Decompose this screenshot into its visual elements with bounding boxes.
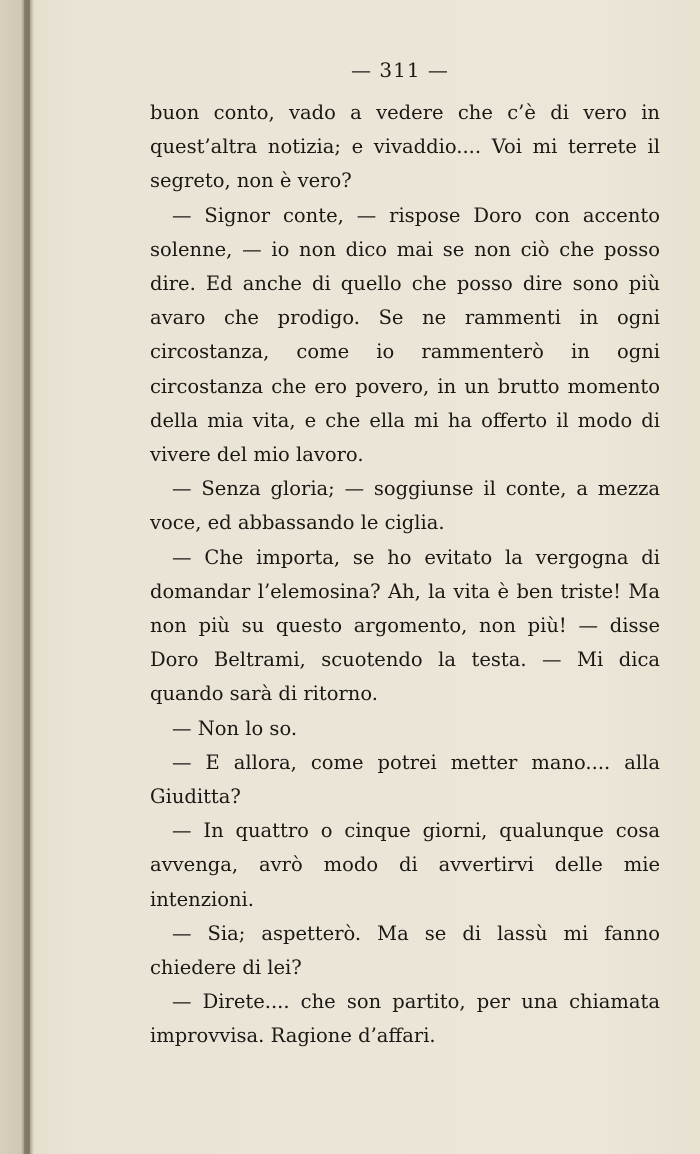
paragraph-2: — Signor conte, — rispose Doro con accento solenne, — io non dico mai se non ciò che posso dire. Ed anche di quello che posso dire sono più avaro che prodigo. Se ne rammenti in ogni circostanza, come io rammenterò in ogni circostanza che ero povero, in un brutto momento della mia vita, e che ella mi ha offerto il modo di vivere del mio lavoro. <box>150 203 660 467</box>
body-text <box>150 96 660 1054</box>
paragraph-9: — Direte.... che son partito, per una chiamata improvvisa. Ragione d’affari. <box>150 990 660 1048</box>
paragraph-3: — Senza gloria; — soggiunse il conte, a mezza voce, ed abbassando le ciglia. <box>150 477 660 535</box>
page-number: — 311 — <box>351 58 449 82</box>
paragraph-5: — Non lo so. <box>172 716 298 740</box>
page-edge <box>0 0 22 1154</box>
paragraph-1: buon conto, vado a vedere che c’è di vero in quest’altra notizia; e vivaddio.... Voi mi terrete il segreto, non è vero? <box>150 101 660 193</box>
paragraph-4: — Che importa, se ho evitato la vergogna di domandar l’elemosina? Ah, la vita è ben triste! Ma non più su questo argomento, non più! — disse Doro Beltrami, scuotendo la testa. — Mi dica quando sarà di ritorno. <box>150 545 660 706</box>
paragraph-6: — E allora, come potrei metter mano.... alla Giuditta? <box>150 750 660 809</box>
paragraph-7: — In quattro o cinque giorni, qualunque cosa avvenga, avrò modo di avvertirvi delle mie intenzioni. <box>150 819 660 911</box>
paragraph-8: — Sia; aspetterò. Ma se di lassù mi fanno chiedere di lei? <box>150 921 660 980</box>
spine-shadow <box>24 0 30 1154</box>
